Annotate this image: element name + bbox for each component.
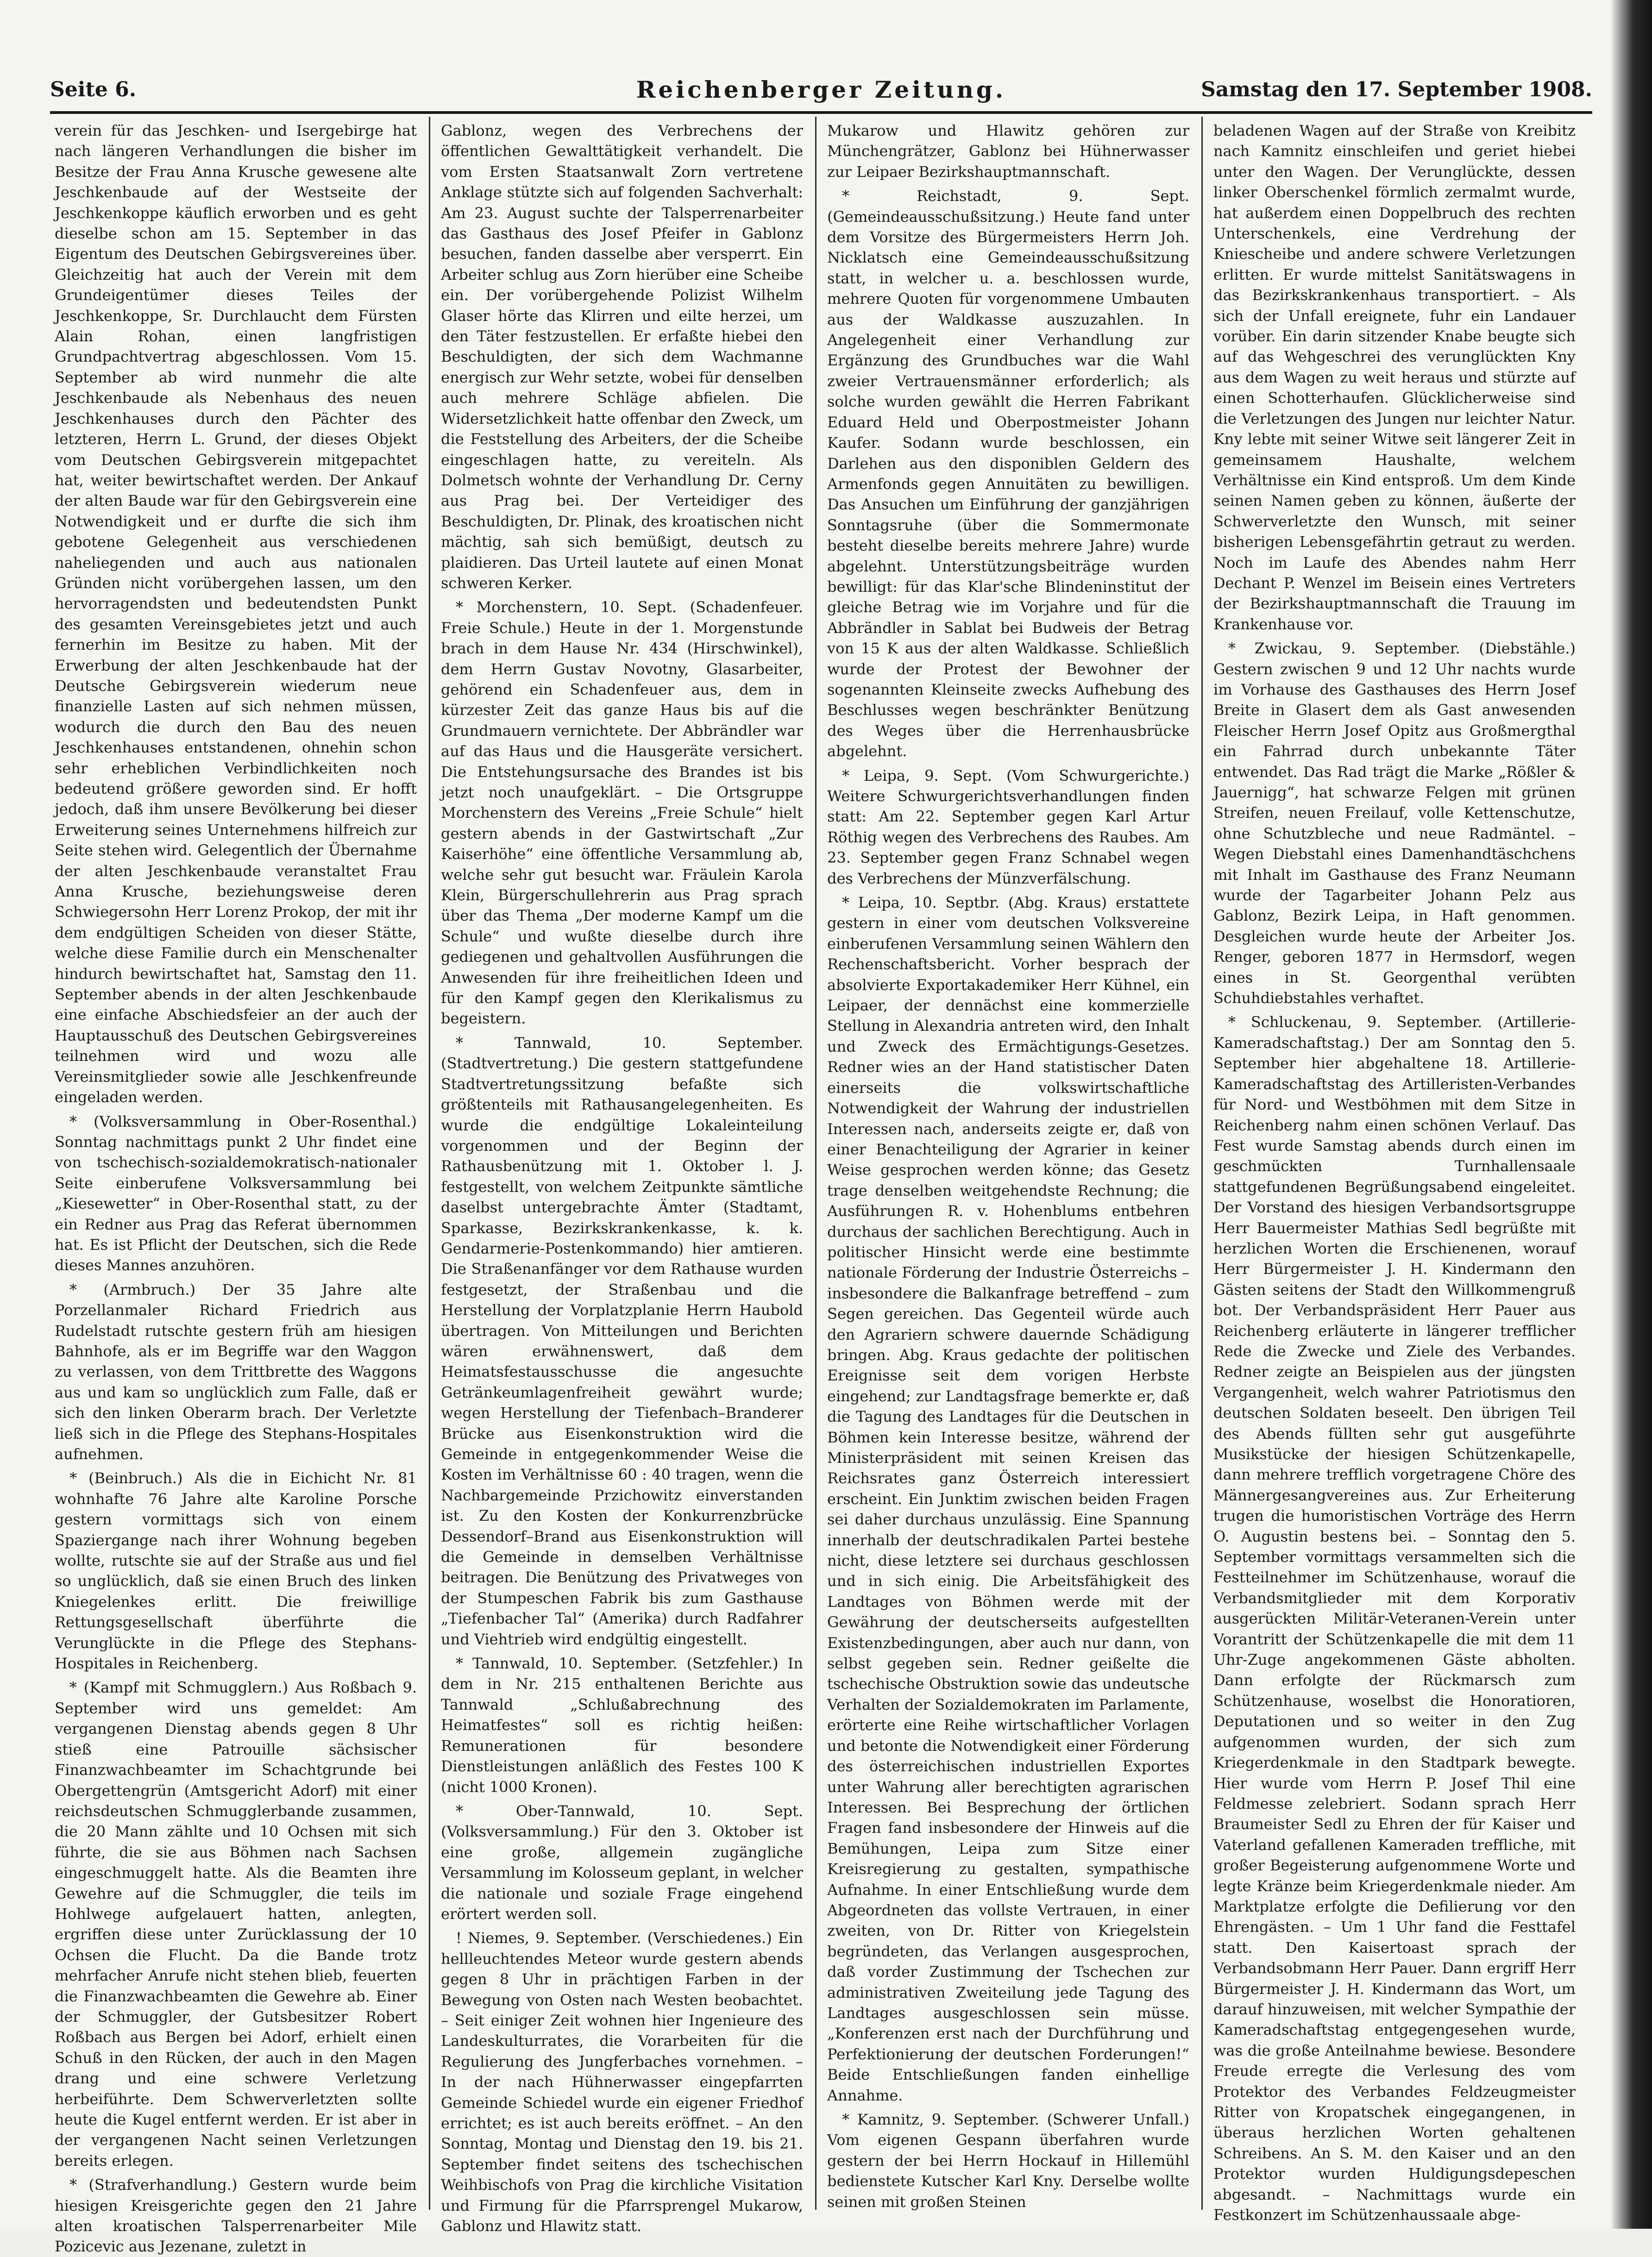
article-paragraph: ! Niemes, 9. September. (Verschiedenes.) Ein hellleuchtendes Meteor wurde gestern abends gegen 8 Uhr in prächtigen Farben in der Bewegung von Osten nach Westen beobachtet. – Seit einiger Zeit wohnen hier Ingenieure des Landeskulturrates, die Vorarbeiten für die Regulierung des Jungferbaches vornehmen. – In der nach Hühnerwasser eingepfarrten Gemeinde Schiedel wurde ein eigener Friedhof errichtet; es ist auch bereits eröffnet. – An den Sonntag, Montag und Dienstag den 19. bis 21. September findet seitens des tschechischen Weihbischofs von Prag die kirchliche Visitation und Firmung für die Pfarrsprengel Mukarow, Gablonz und Hlawitz statt. bbox=[441, 1929, 803, 2235]
article-paragraph: Gablonz, wegen des Verbrechens der öffentlichen Gewalttätigkeit verhandelt. Die vom Ersten Staatsanwalt Zorn vertretene Anklage stützte sich auf folgenden Sachverhalt: Am 23. August suchte der Talsperrenarbeiter das Gasthaus des Josef Pfeifer in Gablonz besuchen, fanden dasselbe aber versperrt. Ein Arbeiter schlug aus Zorn hierüber eine Scheibe ein. Der vorübergehende Polizist Wilhelm Glaser hörte das Klirren und eilte herzei, um den Täter festzustellen. Er erfaßte hiebei den Beschuldigten, der sich dem Wachmanne energisch zur Wehr setzte, wobei für denselben auch mehrere Schläge abfielen. Die Widersetzlichkeit hatte offenbar den Zweck, um die Feststellung des Arbeiters, der die Scheibe eingeschlagen hatte, zu vereiteln. Als Dolmetsch wohnte der Verhandlung Dr. Cerny aus Prag bei. Der Verteidiger des Beschuldigten, Dr. Plinak, des kroatischen nicht mächtig, sah sich bemüßigt, deutsch zu plaidieren. Das Urteil lautete auf einen Monat schweren Kerker. bbox=[441, 122, 803, 592]
article-paragraph: * Zwickau, 9. September. (Diebstähle.) Gestern zwischen 9 und 12 Uhr nachts wurde im Vorhause des Gasthauses des Herrn Josef Breite in Glasert dem als Gast anwesenden Fleischer Herrn Josef Opitz aus Großmergthal ein Fahrrad durch unbekannte Täter entwendet. Das Rad trägt die Marke „Rößler & Jauernigg“, hat schwarze Felgen mit grünen Streifen, neuen Freilauf, volle Kettenschutze, ohne Schutzbleche und neue Radmäntel. – Wegen Diebstahl eines Damenhandtäschchens mit Inhalt im Gasthause des Franz Neumann wurde der Tagarbeiter Johann Pelz aus Gablonz, Bezirk Leipa, in Haft genommen. Desgleichen wurde heute der Arbeiter Jos. Renger, geboren 1877 in Hermsdorf, wegen eines in St. Georgenthal verübten Schuhdiebstahles verhaftet. bbox=[1213, 639, 1576, 1007]
article-paragraph: * Leipa, 9. Sept. (Vom Schwurgerichte.) Weitere Schwurgerichtsverhandlungen finden statt: Am 22. September gegen Karl Artur Röthig wegen des Verbrechens des Raubes. Am 23. September gegen Franz Schnabel wegen des Verbrechens der Münzverfälschung. bbox=[827, 766, 1189, 887]
article-paragraph: * Kamnitz, 9. September. (Schwerer Unfall.) Vom eigenen Gespann überfahren wurde gestern der bei Herrn Hockauf in Hillemühl bedienstete Kutscher Karl Kny. Derselbe wollte seinen mit großen Steinen bbox=[827, 2111, 1189, 2211]
article-paragraph: Mukarow und Hlawitz gehören zur Münchengrätzer, Gablonz bei Hühnerwasser zur Leipaer Bezirkshauptmannschaft. bbox=[827, 122, 1189, 181]
article-paragraph: * (Armbruch.) Der 35 Jahre alte Porzellanmaler Richard Friedrich aus Rudelstadt rutschte gestern früh am hiesigen Bahnhofe, als er im Begriffe war den Waggon zu verlassen, von dem Trittbrette des Waggons aus und kam so unglücklich zum Falle, daß er sich den linken Oberarm brach. Der Verletzte ließ sich in die Pflege des Stephans-Hospitales aufnehmen. bbox=[55, 1280, 417, 1463]
text-column-1 bbox=[55, 120, 417, 2256]
article-paragraph: * (Volksversammlung in Ober-Rosenthal.) Sonntag nachmittags punkt 2 Uhr findet eine von tschechisch-sozialdemokratisch-nationaler Seite einberufene Volksversammlung bei „Kiesewetter“ in Ober-Rosenthal statt, zu der ein Redner aus Prag das Referat übernommen hat. Es ist Pflicht der Deutschen, sich die Rede dieses Mannes anzuhören. bbox=[55, 1112, 417, 1274]
column-divider bbox=[815, 117, 817, 2210]
header-rule bbox=[50, 111, 1592, 114]
page-number: Seite 6. bbox=[50, 78, 137, 101]
column-divider bbox=[1201, 117, 1203, 2210]
article-paragraph: verein für das Jeschken- und Isergebirge hat nach längeren Verhandlungen die bisher im Besitze der Frau Anna Krusche gewesene alte Jeschkenbaude auf der Westseite der Jeschkenkoppe käuflich erworben und es geht dieselbe schon am 15. September in das Eigentum des Deutschen Gebirgsvereines über. Gleichzeitig hat auch der Verein mit dem Grundeigentümer dieses Teiles der Jeschkenkoppe, Sr. Durchlaucht dem Fürsten Alain Rohan, einen langfristigen Grundpachtvertrag abgeschlossen. Vom 15. September ab wird nunmehr die alte Jeschkenbaude als Nebenhaus des neuen Jeschkenhauses durch den Pächter des letzteren, Herrn L. Grund, der dieses Objekt vom Deutschen Gebirgsverein mitgepachtet hat, weiter bewirtschaftet werden. Der Ankauf der alten Baude war für den Gebirgsverein eine Notwendigkeit und er durfte die sich ihm gebotene Gelegenheit aus verschiedenen naheliegenden und auch aus nationalen Gründen nicht vorübergehen lassen, um den hervorragendsten und bedeutendsten Punkt des gesamten Vereinsgebietes jetzt und auch fernerhin im Besitze zu haben. Mit der Erwerbung der alten Jeschkenbaude hat der Deutsche Gebirgsverein wiederum neue finanzielle Lasten auf sich nehmen müssen, wodurch die durch den Bau des neuen Jeschkenhauses entstandenen, ohnehin schon sehr erheblichen Verbindlichkeiten noch bedeutend größere geworden sind. Er hofft jedoch, daß ihm unsere Bevölkerung bei dieser Erweiterung seines Unternehmens hilfreich zur Seite stehen wird. Gelegentlich der Übernahme der alten Jeschkenbaude veranstaltet Frau Anna Krusche, beziehungsweise deren Schwiegersohn Herr Lorenz Prokop, der mit ihr dem endgültigen Scheiden von dieser Stätte, welche diese Familie durch ein Menschenalter hindurch bewirtschaftet hat, Samstag den 11. September abends in der alten Jeschkenbaude eine einfache Abschiedsfeier an der auch der Hauptausschuß des Deutschen Gebirgsvereines teilnehmen wird und wozu alle Vereinsmitglieder sowie alle Jeschkenfreunde eingeladen werden. bbox=[55, 122, 417, 1106]
text-column-2 bbox=[441, 120, 803, 2235]
text-column-3 bbox=[827, 120, 1189, 2209]
article-paragraph: * Tannwald, 10. September. (Stadtvertretung.) Die gestern stattgefundene Stadtvertretungssitzung befaßte sich größtenteils mit Rathausangelegenheiten. Es wurde die endgültige Lokaleinteilung vorgenommen und der Beginn der Rathausbenützung mit 1. Oktober l. J. festgestellt, von welchem Zeitpunkte sämtliche daselbst untergebrachte Ämter (Stadtamt, Sparkasse, Bezirkskrankenkasse, k. k. Gendarmerie-Postenkommando) hier amtieren. Die Straßenanfänger vor dem Rathause wurden festgesetzt, der Straßenbau und die Herstellung der Vorplatzplanie Herrn Haubold übertragen. Von Mitteilungen und Berichten wären erwähnenswert, daß dem Heimatsfestausschusse die angesuchte Getränkeumlagenfreiheit gewährt wurde; wegen Herstellung der Tiefenbach–Branderer Brücke aus Eisenkonstruktion wird die Gemeinde in entgegenkommender Weise die Kosten im Verhältnisse 60 : 40 tragen, wenn die Nachbargemeinde Przichowitz einverstanden ist. Zu den Kosten der Konkurrenzbrücke Dessendorf–Brand aus Eisenkonstruktion will die Gemeinde in demselben Verhältnisse beitragen. Die Benützung des Privatweges von der Stumpeschen Fabrik bis zum Gasthause „Tiefenbacher Tal“ (Amerika) durch Radfahrer und Viehtrieb wird endgültig eingestellt. bbox=[441, 1034, 803, 1648]
scan-binding-edge bbox=[1610, 0, 1652, 2229]
newspaper-title: Reichenberger Zeitung. bbox=[636, 76, 1006, 103]
article-paragraph: * Schluckenau, 9. September. (Artillerie-Kameradschaftstag.) Der am Sonntag den 5. September hier abgehaltene 18. Artillerie-Kameradschaftstag des Artilleristen-Verbandes für Nord- und Westböhmen mit dem Sitze in Reichenberg nahm einen schönen Verlauf. Das Fest wurde Samstag abends durch einen im geschmückten Turnhallensaale stattgefundenen Begrüßungsabend eingeleitet. Der Vorstand des hiesigen Verbandsortsgruppe Herr Bauermeister Mathias Sedl begrüßte mit herzlichen Worten die Erschienenen, worauf Herr Bürgermeister J. H. Kindermann den Gästen seitens der Stadt den Willkommengruß bot. Der Verbandspräsident Herr Pauer aus Reichenberg erläuterte in längerer trefflicher Rede die Zwecke und Ziele des Verbandes. Redner zeigte an Beispielen aus der jüngsten Vergangenheit, welch wahrer Patriotismus den deutschen Soldaten beseelt. Den übrigen Teil des Abends füllten sehr gut ausgeführte Musikstücke der hiesigen Schützenkapelle, dann mehrere trefflich vorgetragene Chöre des Männergesangvereines aus. Zur Erheiterung trugen die humoristischen Vorträge des Herrn O. Augustin bestens bei. – Sonntag den 5. September vormittags versammelten sich die Festteilnehmer im Schützenhause, worauf die Verbandsmitglieder mit dem Korporativ ausgerückten Militär-Veteranen-Verein unter Vorantritt der Schützenkapelle die mit dem 11 Uhr-Zuge angekommenen Gäste abholten. Dann erfolgte der Rückmarsch zum Schützenhause, woselbst die Honoratioren, Deputationen und so weiter in den Zug aufgenommen wurden, der sich zum Kriegerdenkmale in den Stadtpark bewegte. Hier wurde vom Herrn P. Josef Thil eine Feldmesse zelebriert. Sodann sprach Herr Braumeister Sedl zu Ehren der für Kaiser und Vaterland gefallenen Kameraden treffliche, mit großer Begeisterung aufgenommene Worte und legte Kränze beim Kriegerdenkmale nieder. Am Marktplatze erfolgte die Defilierung vor den Ehrengästen. – Um 1 Uhr fand die Festtafel statt. Den Kaisertoast sprach der Verbandsobmann Herr Pauer. Dann ergriff Herr Bürgermeister J. H. Kindermann das Wort, um darauf hinzuweisen, mit welcher Sympathie der Kameradschaftstag entgegengesehen wurde, was die große Anteilnahme bewiese. Besondere Freude erregte die Verlesung des vom Protektor des Verbandes Feldzeugmeister Ritter von Kropatschek eingegangenen, in überaus herzlichen Worten gehaltenen Schreibens. An S. M. den Kaiser und an den Protektor wurden Huldigungsdepeschen abgesandt. – Nachmittags wurde ein Festkonzert im Schützenhaussaale abge- bbox=[1213, 1013, 1576, 2224]
article-paragraph: * Morchenstern, 10. Sept. (Schadenfeuer. Freie Schule.) Heute in der 1. Morgenstunde brach in dem Hause Nr. 434 (Hirschwinkel), dem Herrn Gustav Novotny, Glasarbeiter, gehörend ein Schadenfeuer aus, dem in kürzester Zeit das ganze Haus bis auf die Grundmauern vernichtete. Der Abbrändler war auf das Haus und die Hausgeräte versichert. Die Entstehungsursache des Brandes ist bis jetzt noch unaufgeklärt. – Die Ortsgruppe Morchenstern des Vereins „Freie Schule“ hielt gestern abends in der Gastwirtschaft „Zur Kaiserhöhe“ eine öffentliche Versammlung ab, welche sehr gut besucht war. Fräulein Karola Klein, Bürgerschullehrerin aus Prag sprach über das Thema „Der moderne Kampf um die Schule“ und wußte dieselbe durch ihre gediegenen und gehaltvollen Ausführungen die Anwesenden für ihre freiheitlichen Ideen und für den Kampf gegen den Klerikalismus zu begeistern. bbox=[441, 598, 803, 1028]
article-paragraph: * (Strafverhandlung.) Gestern wurde beim hiesigen Kreisgerichte gegen den 21 Jahre alten kroatischen Talsperrenarbeiter Mile Pozicevic aus Jezenane, zuletzt in bbox=[55, 2176, 417, 2256]
article-paragraph: * Reichstadt, 9. Sept. (Gemeindeausschußsitzung.) Heute fand unter dem Vorsitze des Bürgermeisters Herrn Joh. Nicklatsch eine Gemeindeausschußsitzung statt, in welcher u. a. beschlossen wurde, mehrere Quoten für vorgenommene Umbauten aus der Waldkasse auszuzahlen. In Angelegenheit einer Verhandlung zur Ergänzung des Grundbuches war die Wahl zweier Vertrauensmänner erforderlich; als solche wurden gewählt die Herren Fabrikant Eduard Held und Oberpostmeister Johann Kaufer. Sodann wurde beschlossen, ein Darlehen aus den disponiblen Geldern des Armenfonds gegen Annuitäten zu bewilligen. Das Ansuchen um Einführung der ganzjährigen Sonntagsruhe (über die Sommermonate besteht dieselbe bereits mehrere Jahre) wurde abgelehnt. Unterstützungsbeiträge wurden bewilligt: für das Klar'sche Blindeninstitut der gleiche Betrag wie im Vorjahre und für die Abbrändler in Sablat bei Budweis der Betrag von 15 K aus der alten Waldkasse. Schließlich wurde der Protest der Bewohner der sogenannten Kleinseite zwecks Aufhebung des Beschlusses wegen beschränkter Benützung des Weges über die Herrenhausbrücke abgelehnt. bbox=[827, 187, 1189, 760]
text-column-4 bbox=[1213, 120, 1576, 2224]
article-paragraph: * Tannwald, 10. September. (Setzfehler.) In dem in Nr. 215 enthaltenen Berichte aus Tannwald „Schlußabrechnung des Heimatfestes“ soll es richtig heißen: Remunerationen für besondere Dienstleistungen anläßlich des Festes 100 K (nicht 1000 Kronen). bbox=[441, 1655, 803, 1796]
article-paragraph: * Ober-Tannwald, 10. Sept. (Volksversammlung.) Für den 3. Oktober ist eine große, allgemein zugängliche Versammlung im Kolosseum geplant, in welcher die nationale und soziale Frage eingehend erörtert werden soll. bbox=[441, 1802, 803, 1923]
column-divider bbox=[429, 117, 430, 2210]
article-paragraph: beladenen Wagen auf der Straße von Kreibitz nach Kamnitz einschleifen und geriet hiebei unter den Wagen. Der Verunglückte, dessen linker Oberschenkel förmlich zermalmt wurde, hat außerdem einen Doppelbruch des rechten Unterschenkels, eine Verdrehung der Kniescheibe und andere schwere Verletzungen erlitten. Er wurde mittelst Sanitätswagens in das Bezirkskrankenhaus transportiert. – Als sich der Unfall ereignete, fuhr ein Landauer vorüber. Ein darin sitzender Knabe beugte sich auf das Wehgeschrei des verunglückten Kny aus dem Wagen zu weit heraus und stürzte auf einen Schotterhaufen. Glücklicherweise sind die Verletzungen des Jungen nur leichter Natur. Kny lebte mit seiner Witwe seit längerer Zeit in gemeinsamem Haushalte, welchem Verhältnisse ein Kind entsproß. Um dem Kinde seinen Namen geben zu können, äußerte der Schwerverletzte den Wunsch, mit seiner bisherigen Lebensgefährtin getraut zu werden. Noch im Laufe des Abendes nahm Herr Dechant P. Wenzel im Beisein eines Vertreters der Bezirkshauptmannschaft die Trauung im Krankenhause vor. bbox=[1213, 122, 1576, 633]
masthead bbox=[50, 73, 1592, 106]
article-paragraph: * (Beinbruch.) Als die in Eichicht Nr. 81 wohnhafte 76 Jahre alte Karoline Porsche gestern vormittags sich von einem Spaziergange nach ihrer Wohnung begeben wollte, rutschte sie auf der Straße aus und fiel so unglücklich, daß sie einen Bruch des linken Kniegelenkes erlitt. Die freiwillige Rettungsgesellschaft überführte die Verunglückte in die Pflege des Stephans-Hospitales in Reichenberg. bbox=[55, 1469, 417, 1673]
article-paragraph: * (Kampf mit Schmugglern.) Aus Roßbach 9. September wird uns gemeldet: Am vergangenen Dienstag abends gegen 8 Uhr stieß eine Patrouille sächsischer Finanzwachbeamter im Schachtgrunde bei Obergettengrün (Amtsgericht Adorf) mit einer reichsdeutschen Schmugglerbande zusammen, die 20 Mann zählte und 10 Ochsen mit sich führte, die sie aus Böhmen nach Sachsen eingeschmuggelt hatte. Als die Beamten ihre Gewehre auf die Schmuggler, die teils im Hohlwege aufgelauert hatten, anlegten, ergriffen diese unter Zurücklassung der 10 Ochsen die Flucht. Da die Bande trotz mehrfacher Anrufe nicht stehen blieb, feuerten die Finanzwachbeamten die Gewehre ab. Einer der Schmuggler, der Gutsbesitzer Robert Roßbach aus Bergen bei Adorf, erhielt einen Schuß in den Rücken, der auch in den Magen drang und eine schwere Verletzung herbeiführte. Dem Schwerverletzten sollte heute die Kugel entfernt werden. Er ist aber in der vergangenen Nacht seinen Verletzungen bereits erlegen. bbox=[55, 1679, 417, 2169]
issue-date: Samstag den 17. September 1908. bbox=[1201, 78, 1592, 101]
article-paragraph: * Leipa, 10. Septbr. (Abg. Kraus) erstattete gestern in einer vom deutschen Volksvereine einberufenen Versammlung seinen Wählern den Rechenschaftsbericht. Vorher besprach der absolvierte Exportakademiker Herr Kühnel, ein Leipaer, der dennächst eine kommerzielle Stellung in Alexandria antreten wird, den Inhalt und Zweck des Ermächtigungs-Gesetzes. Redner wies an der Hand statistischer Daten einerseits die volkswirtschaftliche Notwendigkeit der Wahrung der industriellen Interessen nach, anderseits zeigte er, daß von einer Benachteiligung der Agrarier in keiner Weise gesprochen werden könne; das Gesetz trage denselben weitgehendste Rechnung; die Ausführungen R. v. Hohenblums entbehren durchaus der sachlichen Berechtigung. Auch in politischer Hinsicht werde eine bestimmte nationale Förderung der Industrie Österreichs – insbesondere die Balkanfrage betreffend – zum Segen gereichen. Das Gegenteil würde auch den Agrariern schwere dauernde Schädigung bringen. Abg. Kraus gedachte der politischen Ereignisse seit dem vorigen Herbste eingehend; zur Landtagsfrage bemerkte er, daß die Tagung des Landtages für die Deutschen in Böhmen kein Interesse besitze, während der Ministerpräsident mit seinen Kreisen das Reichsrates ganz Österreich interessiert erscheint. Ein Junktim zwischen beiden Fragen sei daher durchaus unzulässig. Eine Spannung innerhalb der deutschradikalen Partei bestehe nicht, diese letztere sei durchaus geschlossen und in sich einig. Die Arbeitsfähigkeit des Landtages von Böhmen werde mit der Gewährung der deutscherseits aufgestellten Existenzbedingungen, aber auch nur dann, von selbst gegeben sein. Redner geißelte die tschechische Obstruktion sowie das undeutsche Verhalten der Sozialdemokraten im Parlamente, erörterte eine Reihe wirtschaftlicher Vorlagen und betonte die Notwendigkeit einer Förderung des österreichischen industriellen Exportes unter Wahrung aller berechtigten agrarischen Interessen. Bei Besprechung der örtlichen Fragen fand insbesondere der Hinweis auf die Bemühungen, Leipa zum Sitze einer Kreisregierung zu gestalten, sympathische Aufnahme. In einer Entschließung wurde dem Abgeordneten das vollste Vertrauen, in einer zweiten, von Dr. Ritter von Kriegelstein begründeten, das Verlangen ausgesprochen, daß vorder Zustimmung der Tschechen zur administrativen Zweiteilung jede Tagung des Landtages ausgeschlossen sein müsse. „Konferenzen erst nach der Durchführung und Perfektionierung der deutschen Forderungen!“ Beide Entschließungen fanden einhellige Annahme. bbox=[827, 894, 1189, 2104]
